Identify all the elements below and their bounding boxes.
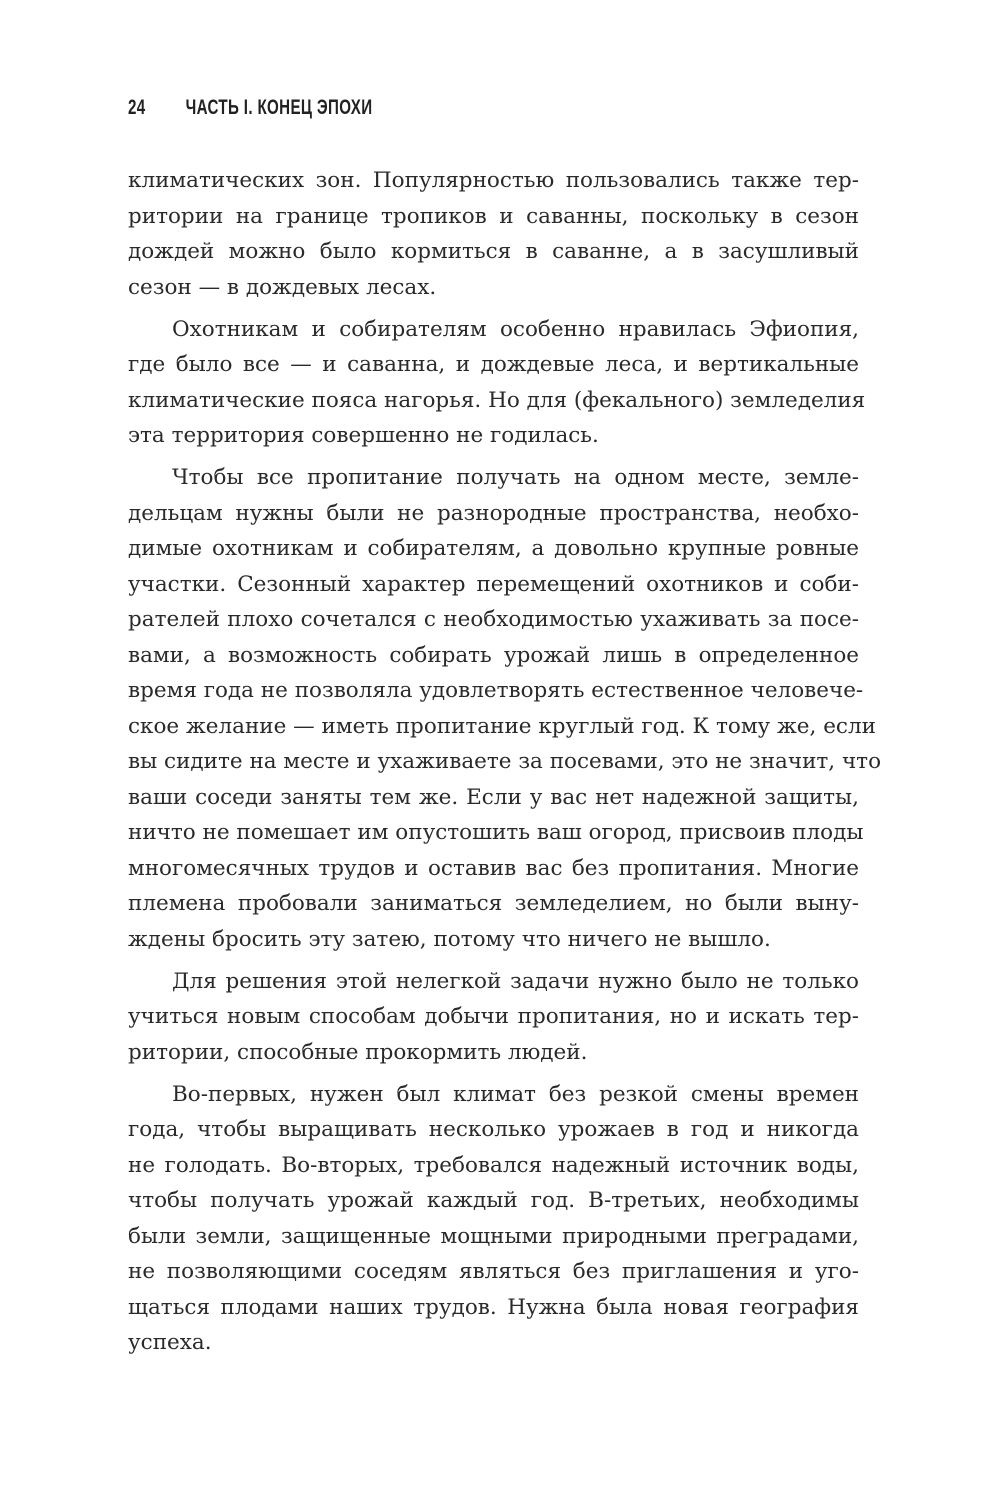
paragraph [128, 163, 859, 305]
text-line: Чтобы все пропитание получать на одном месте, земле- [172, 465, 859, 490]
text-line: дельцам нужны были не разнородные пространства, необхо- [128, 500, 859, 526]
text-line: ритории на границе тропиков и саванны, поскольку в сезон [128, 203, 859, 229]
text-line: сезон — в дождевых лесах. [128, 274, 437, 300]
text-line: Во-первых, нужен был климат без резкой смены времен [172, 1081, 859, 1107]
text-line: Для решения этой нелегкой задачи нужно было не только [172, 968, 859, 994]
paragraph [128, 312, 866, 454]
text-line: Охотникам и собирателям особенно нравилась Эфиопия, [172, 316, 859, 342]
text-line: многомесячных трудов и оставив вас без пропитания. Многие [128, 855, 859, 881]
text-line: рателей плохо сочетался с необходимостью ухаживать за посе- [128, 607, 859, 632]
text-line: щаться плодами наших трудов. Нужна была новая география [128, 1294, 859, 1320]
text-line: климатические пояса нагорья. Но для (фекального) земледелия [128, 387, 866, 413]
body-text [128, 163, 882, 1367]
text-line: успеха. [128, 1330, 212, 1355]
text-line: ваши соседи заняты тем же. Если у вас нет надежной защиты, [128, 784, 859, 810]
text-line: ритории, способные прокормить людей. [128, 1039, 588, 1065]
text-line: ничто не помешает им опустошить ваш огород, присвоив плоды [128, 820, 864, 845]
text-line: где было все — и саванна, и дождевые леса, и вертикальные [128, 352, 859, 377]
text-line: вы сидите на месте и ухаживаете за посевами, это не значит, что [128, 749, 882, 774]
text-line: ское желание — иметь пропитание круглый год. К тому же, если [128, 713, 876, 739]
text-line: эта территория совершенно не годилась. [128, 423, 599, 448]
text-line: учиться новым способам добычи пропитания, но и искать тер- [128, 1004, 859, 1029]
text-line: участки. Сезонный характер перемещений охотников и соби- [128, 571, 859, 597]
text-line: время года не позволяла удовлетворять естественное человече- [128, 678, 864, 703]
paragraph [128, 460, 882, 957]
running-header [128, 96, 372, 120]
text-line: ждены бросить эту затею, потому что ничего не вышло. [128, 926, 771, 952]
text-line: года, чтобы выращивать несколько урожаев в год и никогда [128, 1117, 859, 1142]
page-number: 24 [128, 96, 146, 119]
paragraph [128, 964, 859, 1071]
text-line: климатических зон. Популярностью пользовались также тер- [128, 168, 859, 193]
running-title: ЧАСТЬ I. КОНЕЦ ЭПОХИ [185, 96, 373, 119]
paragraph [128, 1077, 859, 1361]
text-line: племена пробовали заниматься земледелием, но были выну- [128, 891, 859, 916]
text-line: не позволяющими соседям являться без приглашения и уго- [128, 1259, 859, 1284]
text-line: чтобы получать урожай каждый год. В-третьих, необходимы [128, 1188, 859, 1213]
text-line: были земли, защищенные мощными природными преградами, [128, 1223, 859, 1249]
text-line: вами, а возможность собирать урожай лишь в определенное [128, 642, 859, 668]
text-line: димые охотникам и собирателям, а довольно крупные ровные [128, 536, 859, 561]
text-line: не голодать. Во-вторых, требовался надежный источник воды, [128, 1152, 859, 1178]
text-line: дождей можно было кормиться в саванне, а в засушливый [128, 239, 859, 264]
